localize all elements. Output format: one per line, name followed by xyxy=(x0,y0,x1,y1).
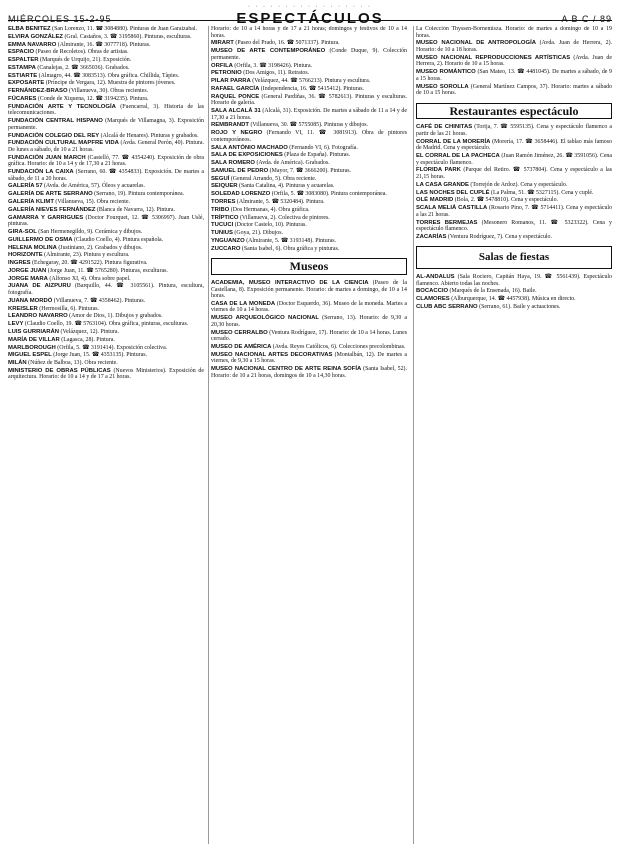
column-3 xyxy=(416,26,612,848)
listing-details: (Mayor, 7. ☎ 3666200). Pinturas. xyxy=(268,167,352,174)
listing-details: (Almagro, 44. ☎ 3083513). Obra gráfica. Chillida, Tàpies. xyxy=(37,72,180,79)
listing-name: GALERÍA NIEVES FERNÁNDEZ xyxy=(8,206,96,213)
listing-entry xyxy=(211,70,407,77)
listing-entry xyxy=(211,222,407,229)
page-number: A B C / 89 xyxy=(561,14,612,24)
listing-name: RAQUEL PONCE xyxy=(211,93,260,100)
listing-name: CORRAL DE LA MORERÍA xyxy=(416,138,491,145)
listing-entry xyxy=(8,329,204,336)
listing-name: MUSEO NACIONAL REPRODUCCIONES ARTÍSTICAS xyxy=(416,54,571,61)
listing-entry xyxy=(8,57,204,64)
listing-details: (Santa Isabel, 6). Obra gráfica y pinturas. xyxy=(240,245,340,252)
listing-entry xyxy=(8,49,204,56)
listing-entry xyxy=(416,153,612,166)
listing-name: MIRART xyxy=(211,40,234,47)
listing-details: (Goya, 21). Dibujos. xyxy=(232,230,284,237)
listing-details: (Avda. General Perón, 40). Pintura. De lunes a sábado, de 10 a 21 horas. xyxy=(8,140,204,153)
listing-entry xyxy=(211,94,407,107)
listing-name: LUIS GURRIARÁN xyxy=(8,328,60,335)
column-1 xyxy=(8,26,204,848)
listing-entry xyxy=(211,26,407,39)
listing-name: FUNDACIÓN JUAN MARCH xyxy=(8,154,86,161)
listing-name: MILÁN xyxy=(8,360,27,367)
listing-entry xyxy=(416,190,612,197)
section-title-block xyxy=(8,4,612,27)
salas-heading: Salas de fiestas xyxy=(416,246,612,269)
listing-name: BOCACCIO xyxy=(416,288,449,295)
listing-entry xyxy=(211,183,407,190)
listing-entry xyxy=(211,230,407,237)
listing-details: (General Arrando, 5). Obra reciente. xyxy=(229,175,317,182)
listing-entry xyxy=(211,152,407,159)
listing-entry xyxy=(8,26,204,33)
listing-details: (Alburquerque, 14. ☎ 4457938). Música en directo. xyxy=(449,296,576,303)
listing-details: (Jorge Juan, 11. ☎ 5765280). Pinturas, esculturas. xyxy=(46,267,168,274)
listing-name: MUSEO NACIONAL CENTRO DE ARTE REINA SOFÍA xyxy=(211,366,362,373)
listing-entry xyxy=(416,124,612,137)
listing-name: MARÍA DE VILLAR xyxy=(8,336,60,343)
listing-name: FLORIDA PARK xyxy=(416,167,461,174)
listing-name: LEVY xyxy=(8,321,24,328)
listing-entry xyxy=(8,140,204,153)
listing-details: (Juan Ramón Jiménez, 26. ☎ 3591056). Cena y espectáculo flamenco. xyxy=(416,153,612,166)
listing-name: MUSEO NACIONAL ARTES DECORATIVAS xyxy=(211,351,333,358)
listing-entry xyxy=(416,139,612,152)
listing-details: (Torija, 7. ☎ 5595135). Cena y espectáculo flamenco a partir de las 21 horas. xyxy=(416,124,612,137)
listing-details: Horario: de 10 a 14 horas y de 17 a 21 horas; domingos y festivos de 10 a 14 horas. xyxy=(211,26,407,39)
listing-name: FERNÁNDEZ-BRASO xyxy=(8,88,68,95)
listing-name: ESPALTER xyxy=(8,57,39,64)
column-2 xyxy=(211,26,407,848)
listing-details: (Fuencarral, 3). Historia de las telecomunicaciones. xyxy=(8,103,204,117)
listing-name: MUSEO NACIONAL DE ANTROPOLOGÍA xyxy=(416,40,536,47)
listing-entry xyxy=(8,104,204,117)
listing-details: (Echegaray, 20. ☎ 4291522). Pintura figurativa. xyxy=(30,260,148,267)
clubs-list xyxy=(416,274,612,311)
listing-entry xyxy=(8,306,204,313)
listing-details: (Doctor Fourquet, 12. ☎ 5306997). Juan Uslé, pinturas. xyxy=(8,214,204,228)
header-ornament: · · · · · · · · · · · · · · · · · xyxy=(248,4,372,10)
listing-entry xyxy=(416,296,612,303)
listing-entry xyxy=(211,366,407,379)
listing-entry xyxy=(8,155,204,168)
listing-name: ELBA BENITEZ xyxy=(8,26,51,32)
listing-entry xyxy=(211,130,407,143)
listing-entry xyxy=(8,260,204,267)
listing-details: (Rosario Pino, 7. ☎ 5714411). Cena y espectáculo a las 21 horas. xyxy=(416,205,612,218)
listing-entry xyxy=(211,176,407,183)
section-title: ESPECTÁCULOS xyxy=(236,10,384,27)
museos-heading: Museos xyxy=(211,258,407,275)
listing-details: (Avda. Juan de Herrera, 2). Horario de 10 a 15 horas. xyxy=(416,54,612,68)
listing-entry xyxy=(416,288,612,295)
listing-name: FÚCARES xyxy=(8,96,37,103)
listing-entry xyxy=(211,168,407,175)
listing-name: FUNDACIÓN CENTRAL HISPANO xyxy=(8,118,103,125)
listing-name: MIGUEL ESPEL xyxy=(8,352,52,359)
listing-entry xyxy=(211,246,407,253)
listing-details: (Canalejas, 2. ☎ 3665036). Grabados. xyxy=(35,64,130,71)
listing-details: (Paseo de Recoletos). Obras de artistas. xyxy=(34,49,129,56)
listing-details: (Amor de Dios, 1). Dibujos y grabados. xyxy=(67,313,163,320)
listing-details: (San Lorenzo, 11. ☎ 3084880). Pinturas de Juan Garaizabal. xyxy=(50,26,197,32)
restaurantes-heading: Restaurantes espectáculo xyxy=(416,103,612,120)
listing-entry xyxy=(416,55,612,68)
listing-entry xyxy=(211,215,407,222)
listings xyxy=(8,26,612,848)
listing-name: TRÍPTICO xyxy=(211,214,239,221)
listing-entry xyxy=(416,69,612,82)
listing-name: TORRES xyxy=(211,199,236,206)
listing-entry xyxy=(211,145,407,152)
listing-name: ZUCCARO xyxy=(211,245,241,252)
listing-details: (Castelló, 77. ☎ 4354240). Exposición de obra gráfica. Horario: de 10 a 14 y de 17,30 a 21 horas. xyxy=(8,154,204,168)
listing-name: RAFAEL GARCÍA xyxy=(211,85,260,92)
listing-details: (Almirante, 16. ☎ 3077718). Pinturas. xyxy=(56,41,151,48)
listing-details: (General Martínez Campos, 37). Horario: martes a sábado de 10 a 15 horas. xyxy=(416,83,612,97)
listing-details: (Dos Amigos, 11). Retratos. xyxy=(241,70,310,77)
listing-name: SEIQUER xyxy=(211,183,238,190)
listing-entry xyxy=(416,182,612,189)
listing-entry xyxy=(8,207,204,214)
listing-details: (Avda. Reyes Católicos, 6). Colecciones precolombinas. xyxy=(271,344,406,350)
listing-name: MUSEO DE ARTE CONTEMPORÁNEO xyxy=(211,48,326,55)
listing-name: REMBRANDT xyxy=(211,122,249,129)
listing-name: FUNDACIÓN CULTURAL MAPFRE VIDA xyxy=(8,140,119,147)
listing-entry xyxy=(211,63,407,70)
listing-details: (Santa Isabel, 52). Horario: de 10 a 21 horas, domingos de 10 a 14,30 horas. xyxy=(211,366,407,379)
listing-name: SALA ANTÓNIO MACHADO xyxy=(211,144,288,151)
listing-details: (San Mateo, 13. ☎ 4481045). De martes a sábado, de 9 a 15 horas. xyxy=(416,69,612,82)
listing-entry xyxy=(8,352,204,359)
listing-details: (San Hermenegildo, 9). Cerámica y dibujos. xyxy=(36,228,143,235)
listing-details: (Ventura Rodríguez, 7). Cena y espectáculo. xyxy=(446,233,552,240)
galleries-list xyxy=(8,26,204,381)
listing-name: SOLEDAD LORENZO xyxy=(211,191,271,198)
listing-details: (Villanueva, 30). Obras recientes. xyxy=(67,88,149,95)
listing-details: (Barquillo, 44. ☎ 3105561). Pintura, escultura, fotografía. xyxy=(8,283,204,297)
listing-name: GALERÍA KLIMT xyxy=(8,199,54,206)
listing-entry xyxy=(8,199,204,206)
listing-details: (Almirante, 5. ☎ 3193148). Pinturas. xyxy=(244,237,336,244)
listing-name: HORIZONTE xyxy=(8,252,43,259)
listing-name: FUNDACIÓN COLEGIO DEL REY xyxy=(8,132,100,139)
listing-details: (Serrano, 60. ☎ 4354833). Exposición. De martes a sábado, de 11 a 20 horas. xyxy=(8,169,204,182)
listing-entry xyxy=(416,40,612,53)
listing-details: (Marqués de la Ensenada, 16). Baile. xyxy=(448,288,537,295)
listing-name: INGRES xyxy=(8,260,31,267)
listing-name: AL-ANDALUS xyxy=(416,274,455,281)
listing-name: LEANDRO NAVARRO xyxy=(8,313,68,320)
listing-name: SALA ALCALÁ 31 xyxy=(211,108,261,115)
listing-name: SEGUÍ xyxy=(211,175,230,182)
listing-entry xyxy=(211,86,407,93)
listing-entry xyxy=(416,304,612,311)
listing-name: EL CORRAL DE LA PACHECA xyxy=(416,153,500,160)
listing-details: (Ventura Rodríguez, 17). Horario: de 10 a 14 horas. Lunes cerrado. xyxy=(211,329,407,343)
listing-details: (Claudio Coello, 19. ☎ 5763104). Obra gráfica, pinturas, esculturas. xyxy=(23,321,189,328)
listing-name: JORGE MARA xyxy=(8,275,48,282)
listing-details: (Serrano, 13). Horario: de 9,30 a 20,30 horas. xyxy=(211,315,407,328)
listing-entry xyxy=(8,191,204,198)
listing-name: TUCUCI xyxy=(211,222,234,229)
listing-name: MUSEO ROMÁNTICO xyxy=(416,69,476,76)
listing-details: (Velázquez, 12). Pintura. xyxy=(59,328,119,335)
listing-entry xyxy=(211,344,407,351)
listing-details: (General Pardiñas, 36. ☎ 5782613). Pinturas y esculturas. Horario de galería. xyxy=(211,93,407,107)
listing-entry xyxy=(8,276,204,283)
listing-name: ESTIARTE xyxy=(8,72,38,79)
listing-details: (Claudio Coello, 4). Pintura española. xyxy=(72,236,164,243)
listing-entry xyxy=(416,167,612,180)
listing-details: (Nuevos Ministerios). Exposición de arquitectura. Horario: de 10 a 14 y de 17 a 21 horas. xyxy=(8,367,204,381)
listing-entry xyxy=(8,118,204,131)
listing-entry xyxy=(8,345,204,352)
listing-name: JUANA DE AIZPURU xyxy=(8,283,71,290)
museums-list xyxy=(211,280,407,379)
listing-details: (Plaza de España). Pinturas. xyxy=(282,152,351,159)
listing-entry xyxy=(8,65,204,72)
listing-name: EXPOSARTE xyxy=(8,80,45,87)
listing-entry xyxy=(211,108,407,121)
listing-entry xyxy=(8,133,204,140)
listing-name: JORGE JUAN xyxy=(8,267,47,274)
listing-entry xyxy=(211,207,407,214)
listing-entry xyxy=(211,315,407,328)
listing-entry xyxy=(8,252,204,259)
listing-details: (La Palma, 51. ☎ 5327115). Cena y cuplé. xyxy=(489,189,594,196)
listing-name: TRIBO xyxy=(211,206,230,213)
listing-details: (Avda. Juan de Herrera, 2). Horario: de 10 a 18 horas. xyxy=(416,40,612,53)
listing-name: ZACARÍAS xyxy=(416,233,447,240)
listing-entry xyxy=(211,301,407,314)
listing-name: MUSEO DE AMÉRICA xyxy=(211,344,272,350)
listing-name: FUNDACIÓN LA CAIXA xyxy=(8,169,74,176)
listing-details: (Almirante, 5. ☎ 5320484). Pintura. xyxy=(235,199,325,206)
listing-name: MUSEO SOROLLA xyxy=(416,83,469,90)
listing-details: (Serrano, 61). Baile y actuaciones. xyxy=(477,304,561,310)
listing-entry xyxy=(416,26,612,39)
listing-details: (Bola, 2. ☎ 5478810). Cena y espectáculo. xyxy=(453,197,558,204)
museums-list-continued xyxy=(416,26,612,97)
listing-details: (Almirante, 23). Pintura y escultura. xyxy=(42,252,130,259)
listing-details: (Sala Rociero, Capitán Haya, 19. ☎ 5561439). Espectáculo flamenco. Abierto todas las noches. xyxy=(416,274,612,287)
listing-entry xyxy=(8,237,204,244)
listing-details: (Lagasca, 28). Pintura. xyxy=(59,336,115,343)
listing-name: HELENA MOLINA xyxy=(8,244,57,251)
listing-details: (Gral. Castaños, 3. ☎ 3195860). Pinturas, esculturas. xyxy=(62,33,192,40)
listing-details: (Jorge Juan, 15. ☎ 4353135). Pinturas. xyxy=(51,352,148,359)
listing-name: FUNDACIÓN ARTE Y TECNOLOGÍA xyxy=(8,103,116,110)
listing-entry xyxy=(211,78,407,85)
listing-details: (Fernando VI, 6). Fotografía. xyxy=(287,144,358,151)
listing-entry xyxy=(8,96,204,103)
listing-details: (Mesonero Romanos, 11. ☎ 5323322). Cena y espectáculo flamenco. xyxy=(416,219,612,233)
listing-details: (Paseo del Prado, 16. ☎ 5071337). Pintura. xyxy=(233,40,340,47)
galleries-list-continued xyxy=(211,26,407,252)
listing-name: GALERÍA DE ARTE SERRANO xyxy=(8,191,93,198)
listing-name: GIRA-SOL xyxy=(8,228,37,235)
listing-name: CASA DE LA MONEDA xyxy=(211,300,276,307)
listing-name: KREISLER xyxy=(8,305,38,312)
listing-name: ELVIRA GONZÁLEZ xyxy=(8,33,63,40)
listing-entry xyxy=(416,205,612,218)
listing-name: MUSEO ARQUEOLÓGICO NACIONAL xyxy=(211,315,320,322)
listing-name: SAMUEL DE PEDRO xyxy=(211,167,269,174)
listing-name: ROJO Y NEGRO xyxy=(211,130,263,137)
listing-name: GAMARRA Y GARRIGUES xyxy=(8,214,84,221)
listing-entry xyxy=(211,238,407,245)
header-rule xyxy=(8,20,612,21)
listing-details: (Orfila, 5. ☎ 3083080). Pintura contemporánea. xyxy=(270,191,387,198)
listing-entry xyxy=(8,73,204,80)
listing-details: (Alfonso XI, 4). Obra sobre papel. xyxy=(47,275,131,282)
listing-entry xyxy=(8,229,204,236)
listing-entry xyxy=(8,215,204,228)
listing-name: CAFÉ DE CHINITAS xyxy=(416,124,473,131)
listing-entry xyxy=(211,122,407,129)
listing-entry xyxy=(8,245,204,252)
listing-entry xyxy=(416,274,612,287)
listing-details: (Fernando VI, 11. ☎ 3081913). Obra de pintores contemporáneos. xyxy=(211,130,407,143)
listing-details: (Villanueva, 30. ☎ 5755085). Pinturas y dibujos. xyxy=(248,122,369,129)
listing-details: (Hermosilla, 6). Pinturas. xyxy=(37,305,99,312)
listing-name: ORFILA xyxy=(211,62,233,69)
listing-name: LA CASA GRANDE xyxy=(416,181,469,188)
listing-details: (Orfila, 5. ☎ 3191414). Exposición colectiva. xyxy=(55,344,168,351)
listing-entry xyxy=(8,313,204,320)
listing-entry xyxy=(8,169,204,182)
listing-name: CLAMORES xyxy=(416,296,450,303)
listing-entry xyxy=(211,280,407,300)
listing-entry xyxy=(8,183,204,190)
listing-details: (Justiniano, 2). Grabados y dibujos. xyxy=(56,244,143,251)
listing-name: PETRONIO xyxy=(211,70,242,77)
listing-name: LAS NOCHES DEL CUPLÉ xyxy=(416,189,490,196)
listing-details: (Paseo de la Castellana, 8). Exposición permanente. Horario: de martes a domingo, de 10 a 14 horas. xyxy=(211,279,407,300)
listing-details: (Independencia, 16. ☎ 5415412). Pinturas. xyxy=(259,85,365,92)
listing-name: ESTAMPA xyxy=(8,64,36,71)
listing-details: (Doctor Esquerdo, 36). Museo de la moneda. Martes a viernes de 10 a 14 horas. xyxy=(211,300,407,314)
listing-name: MUSEO CERRALBO xyxy=(211,329,268,336)
listing-name: TUNIUS xyxy=(211,230,233,237)
listing-entry xyxy=(211,160,407,167)
listing-name: JUANA MORDÓ xyxy=(8,297,53,304)
listing-name: YNGUANZO xyxy=(211,237,245,244)
listing-details: (Alcalá, 31). Exposición. De martes a sábado de 11 a 14 y de 17,30 a 21 horas. xyxy=(211,108,407,121)
listing-details: (Doctor Castelo, 10). Pinturas. xyxy=(233,222,307,229)
listing-entry xyxy=(8,268,204,275)
listing-entry xyxy=(416,84,612,97)
listing-details: La Colección Thyssen-Bornemisza. Horario: de martes a domingo de 10 a 19 horas. xyxy=(416,26,612,39)
listing-name: GALERÍA 57 xyxy=(8,183,43,190)
listing-entry xyxy=(8,360,204,367)
listing-entry xyxy=(8,42,204,49)
listing-details: (Torrejón de Ardoz). Cena y espectáculo. xyxy=(468,181,568,188)
listing-details: (Alcalá de Henares). Pinturas y grabados. xyxy=(99,132,199,139)
listing-name: PILAR PARRA xyxy=(211,78,251,85)
listing-details: (Morería, 17. ☎ 3658446). El tablao más famoso de Madrid. Cena y espectáculo. xyxy=(416,138,612,152)
restaurants-list xyxy=(416,124,612,240)
listing-details: (Dos Hermanas, 4). Obra gráfica. xyxy=(229,206,310,213)
listing-name: TORRES BERMEJAS xyxy=(416,219,478,226)
listing-entry xyxy=(211,191,407,198)
listing-name: CLUB ABC SERRANO xyxy=(416,304,478,310)
listing-details: (Avda. de América). Grabados. xyxy=(254,160,330,167)
listing-name: OLÉ MADRID xyxy=(416,197,454,204)
listing-details: (Parque del Retiro. ☎ 5737804). Cena y espectáculo a las 21,15 horas. xyxy=(416,167,612,180)
listing-name: ESPACIO xyxy=(8,49,35,56)
listing-details: (Príncipe de Vergara, 12). Muestra de pintores jóvenes. xyxy=(44,80,176,87)
listing-entry xyxy=(8,337,204,344)
listing-name: ACADEMIA, MUSEO INTERACTIVO DE LA CIENCIA xyxy=(211,279,369,286)
listing-details: (Velázquez, 44. ☎ 5766213). Pintura y escultura. xyxy=(250,78,371,85)
listing-details: (Villanueva, 2). Colectiva de pintores. xyxy=(238,214,330,221)
listing-entry xyxy=(211,199,407,206)
listing-details: (Orfila, 3. ☎ 3198426). Pintura. xyxy=(232,62,313,69)
listing-entry xyxy=(416,220,612,233)
listing-name: MINISTERIO DE OBRAS PÚBLICAS xyxy=(8,367,111,374)
listing-name: EMMA NAVARRO xyxy=(8,41,57,48)
listing-entry xyxy=(8,80,204,87)
listing-details: (Blanca de Navarra, 12). Pintura. xyxy=(95,206,175,213)
listing-entry xyxy=(211,40,407,47)
listing-details: (Marqués de Urquijo, 21). Exposición. xyxy=(38,57,132,64)
listing-entry xyxy=(211,330,407,343)
listing-entry xyxy=(8,298,204,305)
listing-details: (Villanueva, 15). Obra reciente. xyxy=(53,199,130,206)
listing-entry xyxy=(416,197,612,204)
listing-details: (Marqués de Villamagna, 3). Exposición permanente. xyxy=(8,118,204,131)
listing-name: MARLBOROUGH xyxy=(8,344,56,351)
listing-details: (Montalbán, 12). De martes a viernes, de 9,30 a 15 horas. xyxy=(211,351,407,365)
listing-entry xyxy=(211,352,407,365)
listing-details: (Santa Catalina, 4). Pinturas y acuarelas. xyxy=(237,183,335,190)
listing-details: (Villanueva, 7. ☎ 4358462). Pinturas. xyxy=(52,297,146,304)
issue-date: MIÉRCOLES 15-2-95 xyxy=(8,14,112,24)
listing-entry xyxy=(8,88,204,95)
listing-entry xyxy=(211,48,407,61)
listing-entry xyxy=(416,234,612,241)
listing-entry xyxy=(8,34,204,41)
listing-name: SCALA MELIÁ CASTILLA xyxy=(416,205,488,212)
listing-name: SALA DE EXPOSICIONES xyxy=(211,152,283,159)
listing-details: (Núñez de Balboa, 13). Obra reciente. xyxy=(26,360,118,367)
listing-entry xyxy=(8,283,204,296)
listing-entry xyxy=(8,368,204,381)
listing-entry xyxy=(8,321,204,328)
listing-name: GUILLERMO DE OSMA xyxy=(8,236,73,243)
listing-details: (Conde de Xiquena, 12. ☎ 3194235). Pintura. xyxy=(36,96,149,103)
listing-details: (Serrano, 19). Pintura contemporánea. xyxy=(92,191,185,198)
listing-details: (Avda. de América, 57). Óleos y acuarelas. xyxy=(42,183,145,190)
listing-details: (Conde Duque, 9). Colección permanente. xyxy=(211,48,407,61)
listing-name: SALA ROMERO xyxy=(211,160,255,167)
